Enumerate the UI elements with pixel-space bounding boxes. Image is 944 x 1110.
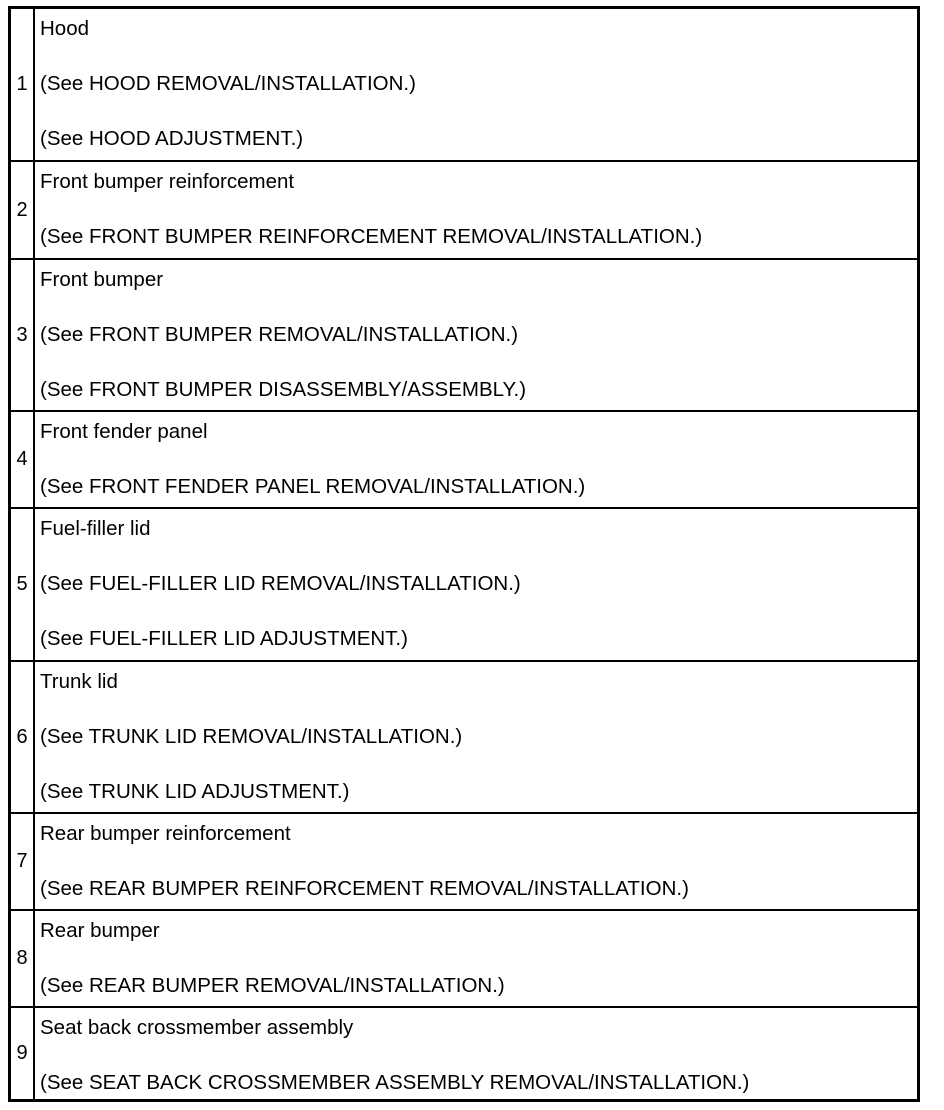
row-number: 1 — [16, 73, 28, 95]
table-row — [11, 507, 917, 660]
table-row — [11, 258, 917, 410]
row-number: 8 — [16, 947, 28, 969]
reference-link[interactable]: (See TRUNK LID REMOVAL/INSTALLATION.) — [40, 725, 463, 748]
table-row — [11, 909, 917, 1006]
table-row — [11, 660, 917, 812]
column-divider — [33, 1008, 35, 1099]
column-divider — [33, 412, 35, 507]
reference-link[interactable]: (See SEAT BACK CROSSMEMBER ASSEMBLY REMOVAL/INSTALLATION.) — [40, 1071, 750, 1094]
part-name: Rear bumper — [40, 919, 160, 942]
column-divider — [33, 814, 35, 909]
table-row — [11, 9, 917, 160]
row-number: 2 — [16, 198, 28, 221]
part-name: Front bumper — [40, 268, 164, 291]
reference-link[interactable]: (See REAR BUMPER REINFORCEMENT REMOVAL/INSTALLATION.) — [40, 877, 689, 900]
row-number: 4 — [16, 448, 28, 470]
reference-link[interactable]: (See HOOD REMOVAL/INSTALLATION.) — [40, 72, 416, 95]
table-row — [11, 812, 917, 909]
reference-link[interactable]: (See FUEL-FILLER LID REMOVAL/INSTALLATION.) — [40, 572, 521, 595]
parts-reference-table — [8, 6, 920, 1102]
part-name: Front bumper reinforcement — [40, 170, 295, 193]
column-divider — [33, 911, 35, 1006]
reference-link[interactable]: (See FRONT BUMPER REMOVAL/INSTALLATION.) — [40, 323, 519, 346]
row-number: 5 — [16, 573, 28, 595]
reference-link[interactable]: (See TRUNK LID ADJUSTMENT.) — [40, 780, 350, 803]
part-name: Rear bumper reinforcement — [40, 822, 291, 845]
reference-link[interactable]: (See FRONT FENDER PANEL REMOVAL/INSTALLATION.) — [40, 475, 586, 498]
part-name: Seat back crossmember assembly — [40, 1016, 354, 1039]
reference-link[interactable]: (See FUEL-FILLER LID ADJUSTMENT.) — [40, 627, 408, 650]
part-name: Fuel-filler lid — [40, 517, 151, 540]
part-name: Trunk lid — [40, 670, 118, 693]
column-divider — [33, 162, 35, 258]
reference-link[interactable]: (See REAR BUMPER REMOVAL/INSTALLATION.) — [40, 974, 505, 997]
table-row — [11, 410, 917, 507]
row-number: 9 — [16, 1042, 28, 1064]
reference-link[interactable]: (See HOOD ADJUSTMENT.) — [40, 127, 304, 150]
column-divider — [33, 9, 35, 160]
reference-link[interactable]: (See FRONT BUMPER DISASSEMBLY/ASSEMBLY.) — [40, 378, 527, 401]
column-divider — [33, 260, 35, 410]
row-number: 6 — [16, 725, 28, 748]
table-row — [11, 1006, 917, 1099]
table-row — [11, 160, 917, 258]
part-name: Hood — [40, 17, 90, 40]
column-divider — [33, 662, 35, 812]
reference-link[interactable]: (See FRONT BUMPER REINFORCEMENT REMOVAL/INSTALLATION.) — [40, 225, 703, 248]
part-name: Front fender panel — [40, 420, 208, 443]
column-divider — [33, 509, 35, 660]
row-number: 3 — [16, 323, 28, 346]
row-number: 7 — [16, 850, 28, 872]
